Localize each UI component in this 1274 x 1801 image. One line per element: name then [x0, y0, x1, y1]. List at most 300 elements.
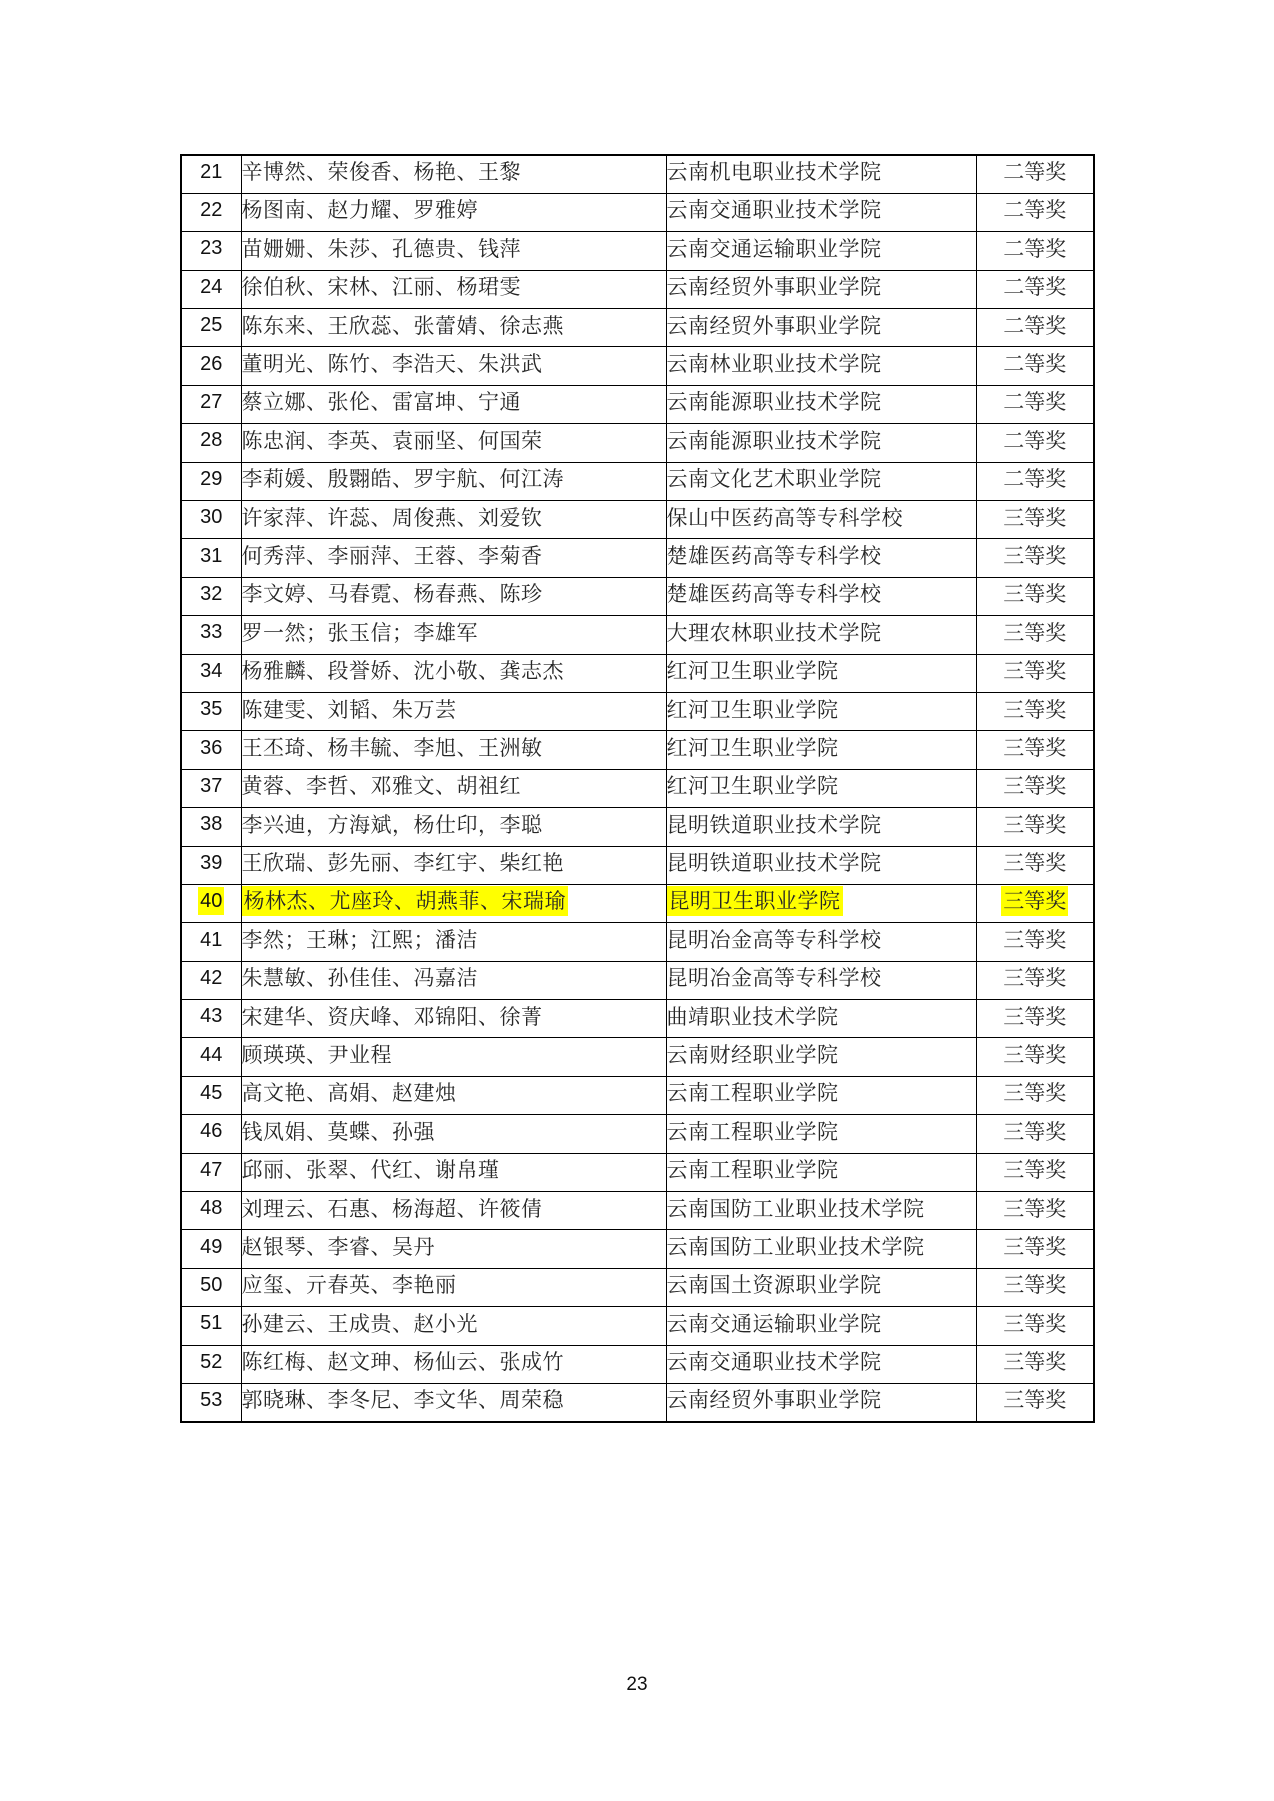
row-number: 38 — [200, 813, 223, 836]
award-level-cell — [976, 462, 1094, 500]
page-number: 23 — [626, 1674, 648, 1695]
winner-names: 许家萍、许蕊、周俊燕、刘爱钦 — [241, 505, 543, 530]
table-row — [181, 1384, 1094, 1422]
school-name-cell — [666, 884, 976, 922]
award-level: 三等奖 — [1003, 1043, 1067, 1068]
award-level: 三等奖 — [1003, 966, 1067, 991]
award-level: 三等奖 — [1003, 927, 1067, 952]
school-name-cell — [666, 1192, 976, 1230]
winner-names: 蔡立娜、张伦、雷富坤、宁通 — [241, 390, 521, 415]
school-name-cell — [666, 424, 976, 462]
school-name: 云南国防工业职业技术学院 — [666, 1235, 925, 1259]
winner-names-cell — [241, 1115, 666, 1153]
school-name-cell — [666, 270, 976, 308]
table-row — [181, 539, 1094, 577]
row-number: 41 — [200, 928, 223, 951]
school-name-cell — [666, 1000, 976, 1038]
school-name-cell — [666, 731, 976, 769]
winner-names-cell — [241, 385, 666, 423]
table-row — [181, 1153, 1094, 1191]
table-row — [181, 232, 1094, 270]
row-number-cell — [181, 769, 241, 807]
row-number-cell — [181, 692, 241, 730]
row-number: 37 — [200, 774, 223, 797]
school-name: 昆明冶金高等专科学校 — [666, 966, 882, 991]
award-level-cell — [976, 1192, 1094, 1230]
winner-names: 钱凤娟、莫蝶、孙强 — [241, 1119, 435, 1144]
row-number-cell — [181, 1384, 241, 1422]
award-level-cell — [976, 846, 1094, 884]
school-name-cell — [666, 539, 976, 577]
award-level: 三等奖 — [1003, 851, 1067, 876]
table-row — [181, 961, 1094, 999]
school-name: 红河卫生职业学院 — [666, 697, 839, 722]
table-row — [181, 193, 1094, 231]
award-level-cell — [976, 347, 1094, 385]
row-number: 35 — [200, 698, 223, 721]
table-row — [181, 884, 1094, 922]
school-name-cell — [666, 1384, 976, 1422]
table-row — [181, 424, 1094, 462]
winner-names: 刘理云、石惠、杨海超、许筱倩 — [241, 1196, 543, 1221]
winner-names-cell — [241, 769, 666, 807]
row-number: 48 — [200, 1197, 223, 1220]
row-number: 45 — [200, 1082, 223, 1105]
award-level-cell — [976, 1153, 1094, 1191]
table-row — [181, 309, 1094, 347]
table-row — [181, 577, 1094, 615]
award-level-cell — [976, 769, 1094, 807]
winner-names-cell — [241, 155, 666, 193]
award-level-cell — [976, 1115, 1094, 1153]
school-name: 云南林业职业技术学院 — [666, 352, 882, 377]
row-number: 28 — [200, 429, 223, 452]
award-level-cell — [976, 1268, 1094, 1306]
table-row — [181, 616, 1094, 654]
award-level: 三等奖 — [1003, 735, 1067, 760]
school-name-cell — [666, 462, 976, 500]
school-name: 云南经贸外事职业学院 — [666, 275, 882, 300]
winner-names-cell — [241, 1192, 666, 1230]
winner-names-cell — [241, 501, 666, 539]
winner-names: 辛博然、荣俊香、杨艳、王黎 — [241, 160, 521, 185]
winner-names: 陈建雯、刘韬、朱万芸 — [241, 697, 457, 722]
award-level: 三等奖 — [1003, 659, 1067, 684]
row-number: 25 — [200, 314, 223, 337]
winner-names: 宋建华、资庆峰、邓锦阳、徐菁 — [241, 1004, 543, 1029]
table-row — [181, 385, 1094, 423]
winner-names: 陈红梅、赵文珅、杨仙云、张成竹 — [241, 1350, 564, 1375]
school-name: 云南交通运输职业学院 — [666, 236, 882, 261]
winner-names: 董明光、陈竹、李浩天、朱洪武 — [241, 352, 543, 377]
award-level-cell — [976, 1307, 1094, 1345]
winner-names-cell — [241, 1000, 666, 1038]
winner-names-cell — [241, 1268, 666, 1306]
winner-names: 杨图南、赵力耀、罗雅婷 — [241, 198, 478, 223]
award-level: 二等奖 — [1003, 313, 1067, 338]
school-name: 昆明铁道职业技术学院 — [666, 851, 882, 876]
school-name-cell — [666, 616, 976, 654]
school-name: 大理农林职业技术学院 — [666, 620, 882, 645]
school-name-cell — [666, 1153, 976, 1191]
winner-names-cell — [241, 424, 666, 462]
winner-names-cell — [241, 1307, 666, 1345]
award-level: 三等奖 — [1003, 1350, 1067, 1375]
award-level-cell — [976, 539, 1094, 577]
winner-names-cell — [241, 923, 666, 961]
row-number-cell — [181, 424, 241, 462]
school-name: 云南交通职业技术学院 — [666, 1350, 882, 1375]
row-number: 46 — [200, 1120, 223, 1143]
award-level-cell — [976, 884, 1094, 922]
award-level-cell — [976, 1345, 1094, 1383]
school-name-cell — [666, 923, 976, 961]
school-name: 云南文化艺术职业学院 — [666, 467, 882, 492]
school-name-cell — [666, 1230, 976, 1268]
winner-names-cell — [241, 616, 666, 654]
school-name-cell — [666, 692, 976, 730]
table-row — [181, 1230, 1094, 1268]
school-name: 红河卫生职业学院 — [666, 774, 839, 799]
row-number: 42 — [200, 966, 223, 989]
table-row — [181, 501, 1094, 539]
award-level: 三等奖 — [1001, 886, 1068, 916]
school-name: 云南经贸外事职业学院 — [666, 313, 882, 338]
school-name-cell — [666, 347, 976, 385]
winner-names-cell — [241, 692, 666, 730]
school-name-cell — [666, 808, 976, 846]
row-number-cell — [181, 232, 241, 270]
award-level-cell — [976, 501, 1094, 539]
school-name: 红河卫生职业学院 — [666, 659, 839, 684]
row-number: 33 — [200, 621, 223, 644]
award-level-cell — [976, 1384, 1094, 1422]
award-level: 三等奖 — [1003, 582, 1067, 607]
award-level: 三等奖 — [1003, 1158, 1067, 1183]
row-number-cell — [181, 616, 241, 654]
row-number-cell — [181, 1038, 241, 1076]
winner-names-cell — [241, 884, 666, 922]
table-row — [181, 692, 1094, 730]
award-level: 三等奖 — [1003, 697, 1067, 722]
winner-names-cell — [241, 1345, 666, 1383]
winner-names: 王丕琦、杨丰毓、李旭、王洲敏 — [241, 735, 543, 760]
row-number: 52 — [200, 1350, 223, 1373]
table-row — [181, 654, 1094, 692]
winner-names: 顾瑛瑛、尹业程 — [241, 1043, 392, 1068]
table-row — [181, 1076, 1094, 1114]
award-level-cell — [976, 692, 1094, 730]
row-number-cell — [181, 155, 241, 193]
row-number-cell — [181, 577, 241, 615]
winner-names: 朱慧敏、孙佳佳、冯嘉洁 — [241, 966, 478, 991]
winner-names: 杨林杰、尤座玲、胡燕菲、宋瑞瑜 — [242, 886, 569, 916]
award-level: 二等奖 — [1003, 352, 1067, 377]
table-row — [181, 1268, 1094, 1306]
award-level: 三等奖 — [1003, 1196, 1067, 1221]
award-level-cell — [976, 654, 1094, 692]
award-level: 三等奖 — [1003, 543, 1067, 568]
winner-names: 邱丽、张翠、代红、谢帛瑾 — [241, 1158, 500, 1183]
school-name-cell — [666, 1307, 976, 1345]
school-name: 云南能源职业技术学院 — [666, 390, 882, 415]
winner-names-cell — [241, 731, 666, 769]
school-name-cell — [666, 1076, 976, 1114]
row-number: 49 — [200, 1235, 223, 1258]
row-number: 21 — [200, 160, 223, 183]
row-number: 27 — [200, 391, 223, 414]
row-number: 53 — [200, 1388, 223, 1411]
row-number-cell — [181, 923, 241, 961]
school-name-cell — [666, 654, 976, 692]
row-number: 29 — [200, 467, 223, 490]
award-level: 三等奖 — [1003, 620, 1067, 645]
row-number-cell — [181, 1076, 241, 1114]
winner-names-cell — [241, 1038, 666, 1076]
row-number-cell — [181, 1192, 241, 1230]
school-name: 云南工程职业学院 — [666, 1081, 839, 1106]
winner-names: 李莉媛、殷翾皓、罗宇航、何江涛 — [241, 467, 564, 492]
row-number: 39 — [200, 851, 223, 874]
row-number: 31 — [200, 544, 223, 567]
award-level: 三等奖 — [1003, 1081, 1067, 1106]
winner-names-cell — [241, 654, 666, 692]
school-name-cell — [666, 309, 976, 347]
school-name: 昆明冶金高等专科学校 — [666, 927, 882, 952]
school-name-cell — [666, 501, 976, 539]
winner-names: 王欣瑞、彭先丽、李红宇、柴红艳 — [241, 851, 564, 876]
school-name-cell — [666, 1115, 976, 1153]
winner-names-cell — [241, 270, 666, 308]
school-name: 云南工程职业学院 — [666, 1158, 839, 1183]
row-number: 23 — [200, 237, 223, 260]
winner-names: 李文婷、马春霓、杨春燕、陈珍 — [241, 582, 543, 607]
winner-names: 何秀萍、李丽萍、王蓉、李菊香 — [241, 543, 543, 568]
row-number-cell — [181, 846, 241, 884]
table-row — [181, 808, 1094, 846]
school-name-cell — [666, 577, 976, 615]
winner-names-cell — [241, 1153, 666, 1191]
award-level-cell — [976, 270, 1094, 308]
row-number-cell — [181, 462, 241, 500]
row-number: 36 — [200, 736, 223, 759]
school-name: 楚雄医药高等专科学校 — [666, 582, 882, 607]
row-number-cell — [181, 347, 241, 385]
award-level: 三等奖 — [1003, 1235, 1067, 1259]
winner-names: 陈忠润、李英、袁丽坚、何国荣 — [241, 428, 543, 453]
table-row — [181, 1192, 1094, 1230]
winner-names-cell — [241, 347, 666, 385]
row-number-cell — [181, 270, 241, 308]
school-name-cell — [666, 846, 976, 884]
row-number-cell — [181, 539, 241, 577]
school-name: 保山中医药高等专科学校 — [666, 505, 903, 530]
winner-names: 黄蓉、李哲、邓雅文、胡祖红 — [241, 774, 521, 799]
table-row — [181, 731, 1094, 769]
award-level-cell — [976, 309, 1094, 347]
table-row — [181, 769, 1094, 807]
row-number-cell — [181, 654, 241, 692]
row-number: 47 — [200, 1158, 223, 1181]
school-name-cell — [666, 155, 976, 193]
row-number-cell — [181, 385, 241, 423]
table-row — [181, 923, 1094, 961]
winner-names-cell — [241, 539, 666, 577]
table-row — [181, 347, 1094, 385]
award-level: 二等奖 — [1003, 428, 1067, 453]
row-number: 32 — [200, 582, 223, 605]
winner-names-cell — [241, 577, 666, 615]
table-row — [181, 1307, 1094, 1345]
row-number: 44 — [200, 1043, 223, 1066]
row-number-cell — [181, 1115, 241, 1153]
school-name: 红河卫生职业学院 — [666, 735, 839, 760]
award-level-cell — [976, 923, 1094, 961]
award-level-cell — [976, 232, 1094, 270]
award-level-cell — [976, 193, 1094, 231]
school-name: 云南国土资源职业学院 — [666, 1273, 882, 1298]
row-number: 50 — [200, 1274, 223, 1297]
school-name: 云南国防工业职业技术学院 — [666, 1196, 925, 1221]
award-level-cell — [976, 155, 1094, 193]
school-name-cell — [666, 1345, 976, 1383]
award-level-cell — [976, 961, 1094, 999]
winner-names: 孙建云、王成贵、赵小光 — [241, 1311, 478, 1336]
row-number-cell — [181, 501, 241, 539]
school-name: 昆明卫生职业学院 — [667, 886, 843, 916]
award-level: 三等奖 — [1003, 1311, 1067, 1336]
award-table-body — [181, 155, 1094, 1422]
award-level: 二等奖 — [1003, 160, 1067, 185]
row-number: 34 — [200, 659, 223, 682]
table-row — [181, 1038, 1094, 1076]
winner-names: 苗姗姗、朱莎、孔德贵、钱萍 — [241, 236, 521, 261]
row-number: 51 — [200, 1312, 223, 1335]
winner-names: 赵银琴、李睿、吴丹 — [241, 1235, 435, 1259]
winner-names: 郭晓琳、李冬尼、李文华、周荣稳 — [241, 1388, 564, 1413]
row-number-cell — [181, 193, 241, 231]
school-name-cell — [666, 232, 976, 270]
winner-names-cell — [241, 309, 666, 347]
row-number-cell — [181, 1307, 241, 1345]
table-row — [181, 1115, 1094, 1153]
row-number: 26 — [200, 352, 223, 375]
award-level-cell — [976, 385, 1094, 423]
winner-names-cell — [241, 846, 666, 884]
table-row — [181, 1345, 1094, 1383]
award-level: 二等奖 — [1003, 198, 1067, 223]
award-level: 二等奖 — [1003, 275, 1067, 300]
award-level-cell — [976, 1000, 1094, 1038]
school-name: 云南交通职业技术学院 — [666, 198, 882, 223]
school-name: 云南交通运输职业学院 — [666, 1311, 882, 1336]
award-level-cell — [976, 424, 1094, 462]
winner-names: 杨雅麟、段誉娇、沈小敬、龚志杰 — [241, 659, 564, 684]
school-name: 昆明铁道职业技术学院 — [666, 812, 882, 837]
award-level-cell — [976, 731, 1094, 769]
table-row — [181, 462, 1094, 500]
row-number-cell — [181, 1230, 241, 1268]
award-level: 二等奖 — [1003, 467, 1067, 492]
award-level-cell — [976, 808, 1094, 846]
row-number-cell — [181, 1000, 241, 1038]
row-number-cell — [181, 808, 241, 846]
winner-names: 高文艳、高娟、赵建烛 — [241, 1081, 457, 1106]
winner-names: 李然；王琳；江熙；潘洁 — [241, 927, 478, 952]
award-level: 二等奖 — [1003, 236, 1067, 261]
school-name: 楚雄医药高等专科学校 — [666, 543, 882, 568]
row-number-cell — [181, 1268, 241, 1306]
winner-names: 陈东来、王欣蕊、张蕾婧、徐志燕 — [241, 313, 564, 338]
winner-names-cell — [241, 1384, 666, 1422]
award-level: 三等奖 — [1003, 1004, 1067, 1029]
winner-names-cell — [241, 808, 666, 846]
award-level: 三等奖 — [1003, 1119, 1067, 1144]
table-row — [181, 155, 1094, 193]
school-name: 云南经贸外事职业学院 — [666, 1388, 882, 1413]
school-name-cell — [666, 385, 976, 423]
winner-names-cell — [241, 1076, 666, 1114]
winner-names-cell — [241, 462, 666, 500]
award-level: 三等奖 — [1003, 505, 1067, 530]
school-name: 云南工程职业学院 — [666, 1119, 839, 1144]
row-number: 30 — [200, 506, 223, 529]
school-name-cell — [666, 769, 976, 807]
school-name: 云南能源职业技术学院 — [666, 428, 882, 453]
winner-names-cell — [241, 193, 666, 231]
award-level: 三等奖 — [1003, 812, 1067, 837]
table-row — [181, 846, 1094, 884]
school-name: 云南机电职业技术学院 — [666, 160, 882, 185]
award-list-table — [180, 154, 1095, 1423]
award-level: 三等奖 — [1003, 774, 1067, 799]
row-number-cell — [181, 1153, 241, 1191]
row-number: 43 — [200, 1005, 223, 1028]
award-level: 三等奖 — [1003, 1388, 1067, 1413]
winner-names: 罗一然；张玉信；李雄军 — [241, 620, 478, 645]
table-row — [181, 1000, 1094, 1038]
award-level-cell — [976, 616, 1094, 654]
row-number-cell — [181, 309, 241, 347]
school-name-cell — [666, 193, 976, 231]
row-number: 24 — [200, 275, 223, 298]
winner-names-cell — [241, 961, 666, 999]
winner-names: 徐伯秋、宋林、江丽、杨珺雯 — [241, 275, 521, 300]
award-level: 二等奖 — [1003, 390, 1067, 415]
award-level-cell — [976, 577, 1094, 615]
table-row — [181, 270, 1094, 308]
row-number-cell — [181, 731, 241, 769]
row-number-cell — [181, 1345, 241, 1383]
row-number-cell — [181, 884, 241, 922]
winner-names-cell — [241, 1230, 666, 1268]
row-number: 22 — [200, 199, 223, 222]
school-name-cell — [666, 1268, 976, 1306]
winner-names: 应玺、亓春英、李艳丽 — [241, 1273, 457, 1298]
award-level-cell — [976, 1038, 1094, 1076]
school-name: 云南财经职业学院 — [666, 1043, 839, 1068]
winner-names: 李兴迪，方海斌，杨仕印，李聪 — [241, 812, 543, 837]
row-number-cell — [181, 961, 241, 999]
award-level-cell — [976, 1230, 1094, 1268]
school-name: 曲靖职业技术学院 — [666, 1004, 839, 1029]
school-name-cell — [666, 961, 976, 999]
row-number: 40 — [198, 887, 224, 915]
winner-names-cell — [241, 232, 666, 270]
award-level-cell — [976, 1076, 1094, 1114]
award-level: 三等奖 — [1003, 1273, 1067, 1298]
school-name-cell — [666, 1038, 976, 1076]
